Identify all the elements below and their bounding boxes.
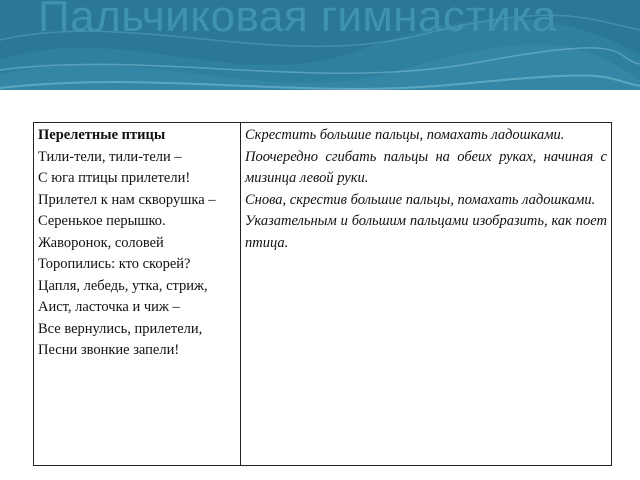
poem-line: Тили-тели, тили-тели – [38, 148, 182, 165]
poem-cell [34, 123, 241, 466]
instruction-text: Снова, скрестив большие пальцы, помахать ладошками. [245, 191, 596, 208]
instruction-text: Поочередно сгибать пальцы на обеих руках, начиная с мизинца левой руки. [245, 148, 607, 186]
poem-line: Прилетел к нам скворушка – [38, 191, 216, 208]
gymnastics-table [33, 122, 612, 466]
poem-line: Песни звонкие запели! [38, 342, 180, 358]
instructions-cell [241, 123, 612, 466]
instruction-text: Указательным и большим пальцами изобразить, как поет птица. [245, 213, 607, 251]
poem-title: Перелетные птицы [38, 127, 166, 143]
poem-line: Все вернулись, прилетели, [38, 320, 203, 337]
poem-line: Жаворонок, соловей [38, 234, 164, 251]
slide-title: Пальчиковая гимнастика [38, 0, 557, 41]
poem-line: Торопились: кто скорей? [38, 256, 191, 272]
poem-line: Цапля, лебедь, утка, стриж, [38, 277, 208, 294]
table-row [34, 123, 612, 466]
instruction-text: Скрестить большие пальцы, помахать ладошками. [245, 127, 565, 143]
poem-line: С юга птицы прилетели! [38, 170, 191, 186]
poem-line: Аист, ласточка и чиж – [38, 299, 180, 315]
poem-line: Серенькое перышко. [38, 213, 166, 229]
